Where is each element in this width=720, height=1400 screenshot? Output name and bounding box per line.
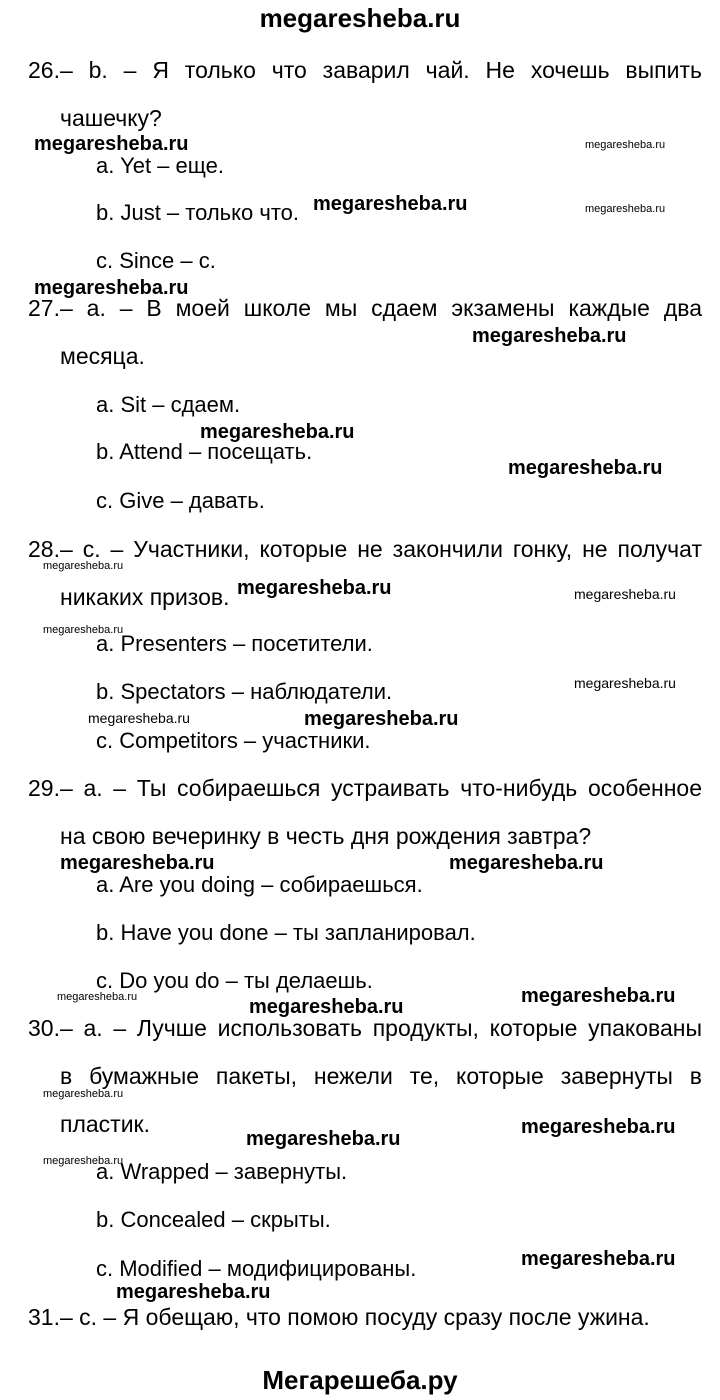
question-26-option-a: a. Yet – еще. [96, 153, 224, 178]
question-28-option-c: c. Competitors – участники. [96, 728, 371, 753]
watermark: megaresheba.ru [472, 325, 627, 347]
watermark: megaresheba.ru [521, 985, 676, 1007]
question-27-line-2: месяца. [60, 343, 145, 369]
page-header: megaresheba.ru [259, 3, 461, 33]
watermark: megaresheba.ru [304, 708, 459, 730]
question-29-option-a: a. Are you doing – собираешься. [96, 872, 423, 897]
question-26-option-b: b. Just – только что. [96, 200, 300, 225]
question-29-line-1: 29.– a. – Ты собираешься устраивать что-нибудь особенное [28, 775, 702, 801]
watermark: megaresheba.ru [249, 996, 404, 1018]
question-27-option-a: a. Sit – сдаем. [96, 392, 241, 417]
question-27-option-b: b. Attend – посещать. [96, 439, 313, 464]
watermark: megaresheba.ru [585, 139, 666, 151]
watermark: megaresheba.ru [521, 1248, 676, 1270]
question-29-option-b: b. Have you done – ты запланировал. [96, 920, 476, 945]
watermark: megaresheba.ru [449, 852, 604, 874]
watermark: megaresheba.ru [246, 1128, 401, 1150]
question-26-line-1: 26.– b. – Я только что заварил чай. Не хочешь выпить [28, 57, 702, 83]
watermark: megaresheba.ru [34, 277, 189, 299]
watermark: megaresheba.ru [57, 991, 138, 1003]
watermark: megaresheba.ru [521, 1116, 676, 1138]
watermark: megaresheba.ru [574, 586, 676, 602]
question-26-line-2: чашечку? [60, 105, 162, 131]
question-31-line-1: 31.– c. – Я обещаю, что помою посуду сразу после ужина. [28, 1304, 650, 1330]
watermark: megaresheba.ru [34, 133, 189, 155]
watermark: megaresheba.ru [43, 1088, 124, 1100]
question-28-option-a: a. Presenters – посетители. [96, 631, 373, 656]
question-27-line-1: 27.– a. – В моей школе мы сдаем экзамены каждые два [28, 295, 702, 321]
question-29-option-c: c. Do you do – ты делаешь. [96, 968, 373, 993]
watermark: megaresheba.ru [585, 203, 666, 215]
question-30-line-1: 30.– a. – Лучше использовать продукты, которые упакованы [28, 1015, 702, 1041]
question-30-option-b: b. Concealed – скрыты. [96, 1207, 331, 1232]
watermark: megaresheba.ru [116, 1281, 271, 1303]
question-26-option-c: c. Since – с. [96, 248, 216, 273]
page-footer: Мегарешеба.ру [262, 1365, 458, 1395]
question-30-option-c: c. Modified – модифицированы. [96, 1256, 417, 1281]
watermark: megaresheba.ru [313, 193, 468, 215]
watermark: megaresheba.ru [574, 675, 676, 691]
watermark: megaresheba.ru [43, 560, 124, 572]
question-30-line-3: пластик. [60, 1111, 151, 1137]
watermark: megaresheba.ru [200, 421, 355, 443]
question-30-option-a: a. Wrapped – завернуты. [96, 1159, 348, 1184]
question-27-option-c: c. Give – давать. [96, 488, 265, 513]
watermark: megaresheba.ru [88, 710, 190, 726]
question-28-option-b: b. Spectators – наблюдатели. [96, 679, 393, 704]
watermark: megaresheba.ru [237, 577, 392, 599]
question-30-line-2: в бумажные пакеты, нежели те, которые завернуты в [60, 1063, 702, 1089]
watermark: megaresheba.ru [43, 624, 124, 636]
watermark: megaresheba.ru [43, 1155, 124, 1167]
question-29-line-2: на свою вечеринку в честь дня рождения завтра? [60, 823, 592, 849]
watermark: megaresheba.ru [60, 852, 215, 874]
question-28-line-1: 28.– c. – Участники, которые не закончили гонку, не получат [28, 536, 702, 562]
watermark: megaresheba.ru [508, 457, 663, 479]
question-28-line-2: никаких призов. [60, 584, 230, 610]
